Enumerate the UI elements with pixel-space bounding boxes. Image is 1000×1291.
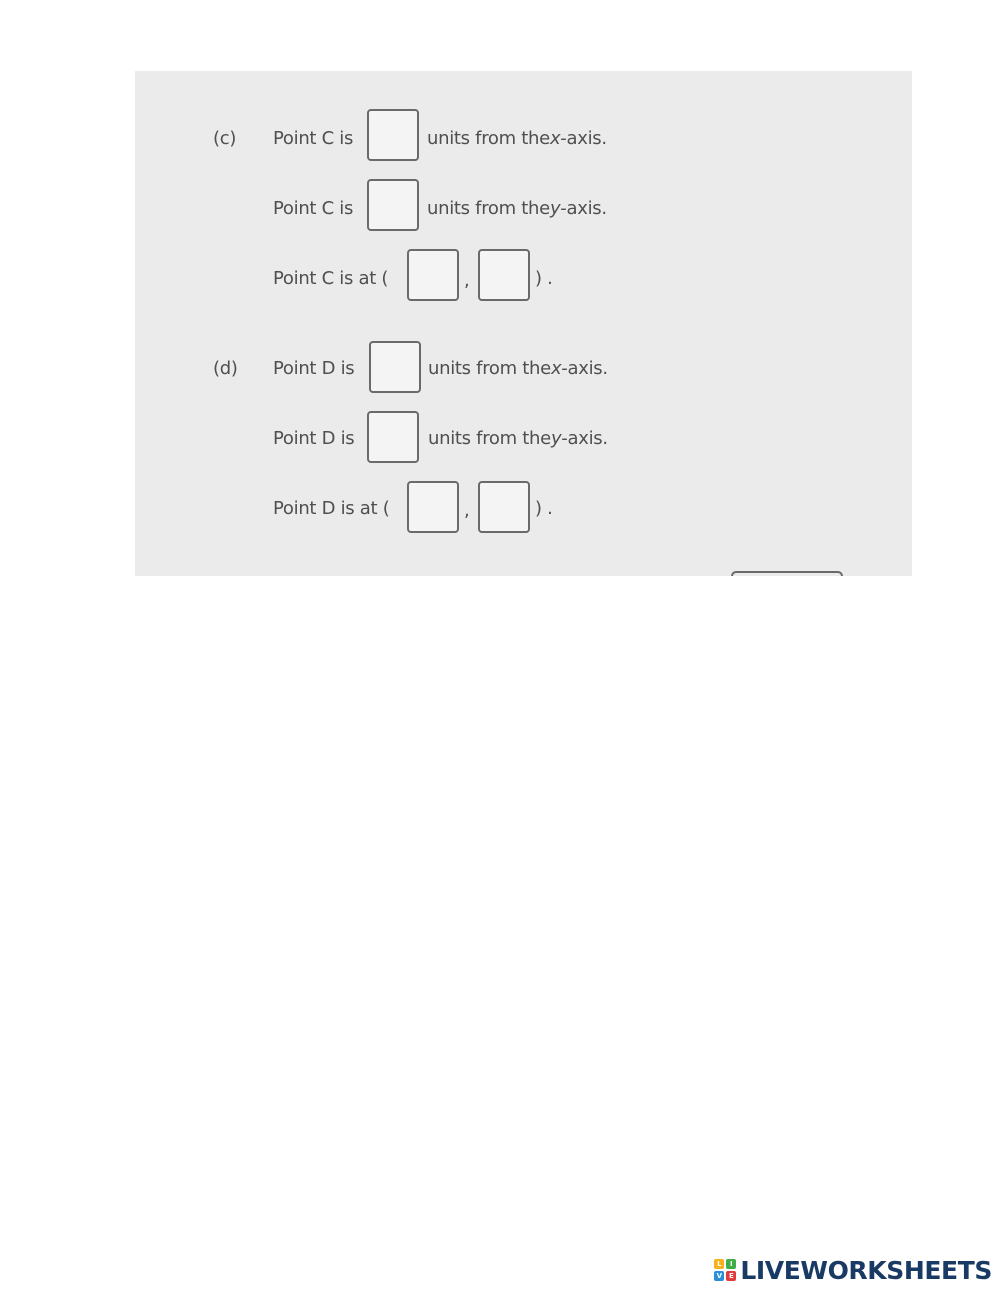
d-y-before: Point D is — [273, 427, 355, 449]
c-coord-comma: , — [464, 269, 470, 291]
worksheet-panel — [135, 71, 912, 576]
d-coord-x-input[interactable] — [407, 481, 459, 533]
logo-letter-e: E — [726, 1271, 736, 1281]
part-label-d: (d) — [213, 357, 238, 379]
c-coord-x-input[interactable] — [407, 249, 459, 301]
c-coord-prefix: Point C is at ( — [273, 267, 389, 289]
c-coord-y-input[interactable] — [478, 249, 530, 301]
logo-letter-i: I — [726, 1259, 736, 1269]
brand-name: LIVEWORKSHEETS — [740, 1255, 992, 1285]
liveworksheets-footer — [714, 1255, 992, 1285]
liveworksheets-logo-icon — [714, 1259, 736, 1281]
d-coord-comma: , — [464, 499, 470, 521]
c-coord-suffix: ) . — [535, 267, 553, 289]
d-y-after: units from the y -axis. — [428, 427, 608, 449]
d-coord-suffix: ) . — [535, 497, 553, 519]
d-x-after: units from the x -axis. — [428, 357, 608, 379]
c-x-before: Point C is — [273, 127, 354, 149]
d-y-distance-input[interactable] — [367, 411, 419, 463]
d-x-before: Point D is — [273, 357, 355, 379]
d-coord-prefix: Point D is at ( — [273, 497, 390, 519]
c-y-before: Point C is — [273, 197, 354, 219]
d-coord-y-input[interactable] — [478, 481, 530, 533]
c-y-after: units from the y -axis. — [427, 197, 607, 219]
d-x-distance-input[interactable] — [369, 341, 421, 393]
c-y-distance-input[interactable] — [367, 179, 419, 231]
logo-letter-v: V — [714, 1271, 724, 1281]
answer-box-partial[interactable] — [731, 571, 843, 576]
c-x-after: units from the x -axis. — [427, 127, 607, 149]
part-label-c: (c) — [213, 127, 237, 149]
logo-letter-l: L — [714, 1259, 724, 1269]
c-x-distance-input[interactable] — [367, 109, 419, 161]
